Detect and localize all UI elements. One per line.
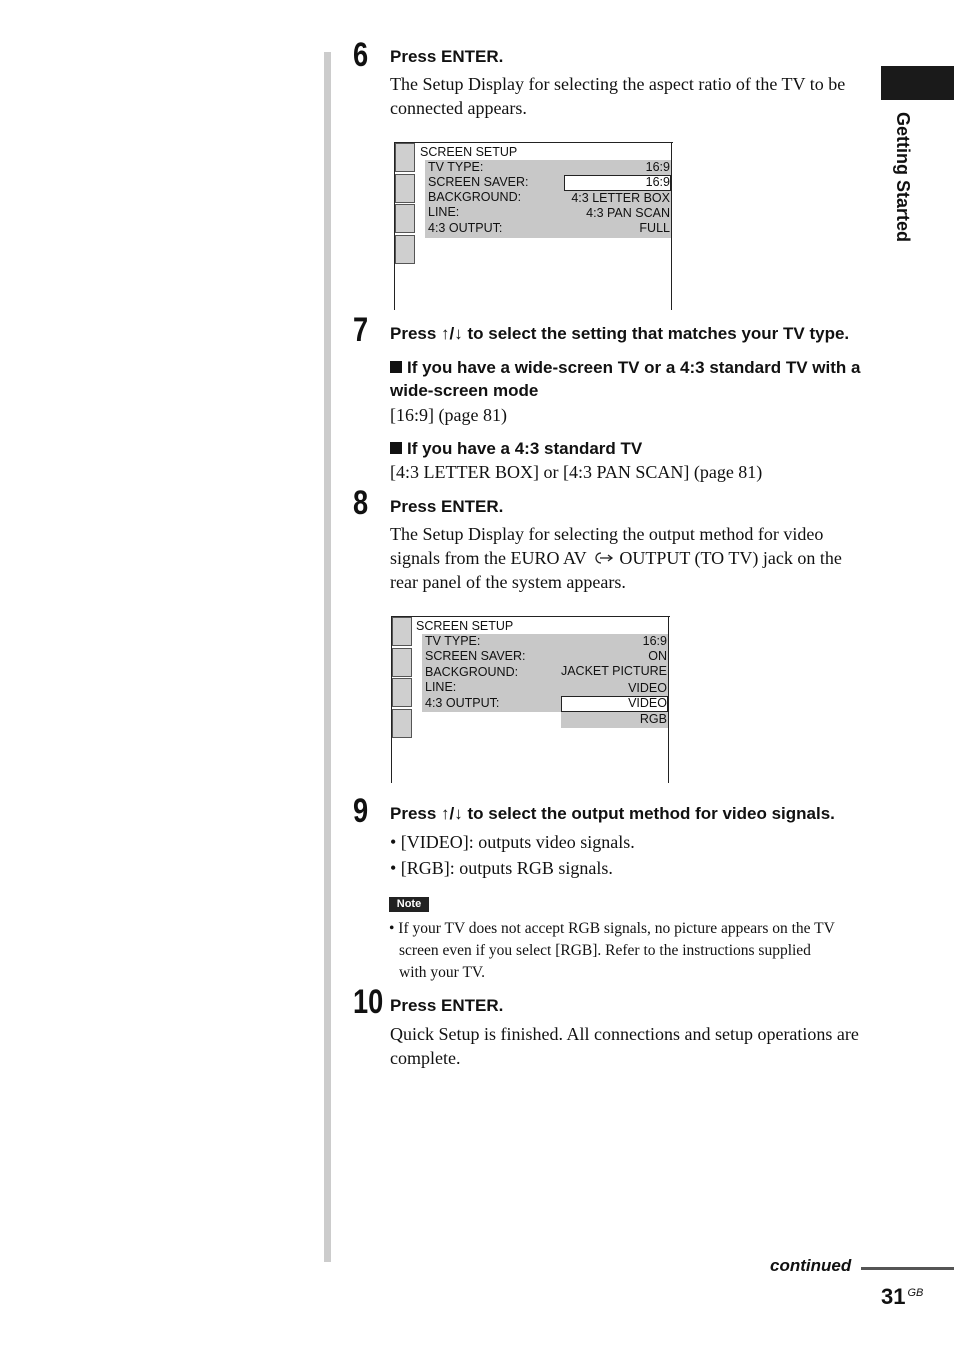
menu-icon bbox=[392, 678, 412, 707]
setting-label: 4:3 OUTPUT: bbox=[425, 696, 500, 710]
menu-icon bbox=[395, 143, 415, 172]
menu-icon bbox=[395, 174, 415, 203]
setting-value: 16:9 bbox=[642, 634, 667, 648]
setting-label: LINE: bbox=[428, 205, 460, 219]
menu-icon-column bbox=[392, 617, 413, 741]
page-number: 31 $^{GB}$ bbox=[881, 1284, 924, 1309]
continued-label: continued bbox=[770, 1256, 852, 1275]
step-7-subheading-widescreen: If you have a wide-screen TV or a 4:3 standard TV with a wide-screen mode bbox=[390, 358, 861, 400]
menu-icon bbox=[392, 709, 412, 738]
option-item: 16:9 bbox=[645, 175, 670, 189]
setting-value: FULL bbox=[639, 221, 670, 235]
setting-label: BACKGROUND: bbox=[425, 665, 519, 679]
setting-value: ON bbox=[648, 649, 667, 663]
setting-label: 4:3 OUTPUT: bbox=[428, 221, 503, 235]
continued-rule bbox=[861, 1267, 954, 1270]
step-number-10: 10 bbox=[353, 983, 384, 1021]
note-line-3: with your TV. bbox=[399, 964, 485, 981]
margin-bar bbox=[324, 52, 331, 1262]
setting-label: LINE: bbox=[425, 680, 457, 694]
setting-value: JACKET PICTURE bbox=[560, 664, 667, 678]
menu-icon bbox=[395, 204, 415, 233]
option-item: 4:3 LETTER BOX bbox=[571, 191, 670, 205]
setting-label: TV TYPE: bbox=[428, 160, 484, 174]
step-9-bullet-video: • [VIDEO]: outputs video signals. bbox=[390, 832, 635, 852]
note-line-2: screen even if you select [RGB]. Refer to the instructions supplied bbox=[399, 942, 811, 959]
panel-title: SCREEN SETUP bbox=[416, 619, 514, 633]
section-label: Getting Started bbox=[893, 112, 913, 243]
step-number-7: 7 bbox=[353, 311, 369, 349]
step-8-body-line1: The Setup Display for selecting the output method for video bbox=[390, 524, 824, 544]
step-number-9: 9 bbox=[353, 792, 369, 830]
menu-icon bbox=[395, 235, 415, 264]
setting-label: SCREEN SAVER: bbox=[425, 649, 526, 663]
option-item: 4:3 PAN SCAN bbox=[586, 206, 670, 220]
step-9-heading: Press ↑/↓ to select the output method for video signals. bbox=[390, 804, 835, 823]
setting-label: BACKGROUND: bbox=[428, 190, 522, 204]
menu-icon-column bbox=[395, 143, 416, 267]
setting-label: TV TYPE: bbox=[425, 634, 481, 648]
menu-icon bbox=[392, 648, 412, 677]
step-number-6: 6 bbox=[353, 36, 369, 74]
step-6-heading: Press ENTER. bbox=[390, 47, 504, 66]
setting-value: 16:9 bbox=[645, 160, 670, 174]
step-8-heading: Press ENTER. bbox=[390, 497, 504, 516]
output-arrow-icon bbox=[591, 551, 615, 565]
setting-value: VIDEO bbox=[628, 681, 667, 695]
step-8-body-line3: rear panel of the system appears. bbox=[390, 572, 626, 592]
note-badge: Note bbox=[389, 897, 429, 912]
step-6-body: The Setup Display for selecting the aspect ratio of the TV to be connected appears. bbox=[390, 74, 846, 118]
step-9-bullet-rgb: • [RGB]: outputs RGB signals. bbox=[390, 858, 613, 878]
step-10-body: Quick Setup is finished. All connections and setup operations are complete. bbox=[390, 1024, 859, 1068]
note-line-1: • If your TV does not accept RGB signals, no picture appears on the TV bbox=[389, 920, 835, 937]
step-7-subheading-standard: If you have a 4:3 standard TV bbox=[390, 437, 642, 460]
step-7-widescreen-setting: [16:9] (page 81) bbox=[390, 405, 507, 425]
setting-label: SCREEN SAVER: bbox=[428, 175, 529, 189]
step-10-heading: Press ENTER. bbox=[390, 996, 504, 1015]
square-bullet-icon bbox=[390, 442, 402, 454]
square-bullet-icon bbox=[390, 361, 402, 373]
panel-title: SCREEN SETUP bbox=[420, 145, 518, 159]
option-item: RGB bbox=[639, 712, 667, 726]
option-item: VIDEO bbox=[628, 696, 667, 710]
menu-icon bbox=[392, 617, 412, 646]
step-number-8: 8 bbox=[353, 484, 369, 522]
screen-setup-panel-output bbox=[391, 616, 671, 783]
step-7-heading: Press ↑/↓ to select the setting that matches your TV type. bbox=[390, 324, 850, 343]
section-tab-marker bbox=[881, 66, 954, 100]
screen-setup-panel-aspect bbox=[394, 142, 674, 310]
step-7-standard-setting: [4:3 LETTER BOX] or [4:3 PAN SCAN] (page 81) bbox=[390, 462, 763, 482]
step-8-body-line2: signals from the EURO AV OUTPUT (TO TV) jack on the bbox=[390, 548, 842, 568]
